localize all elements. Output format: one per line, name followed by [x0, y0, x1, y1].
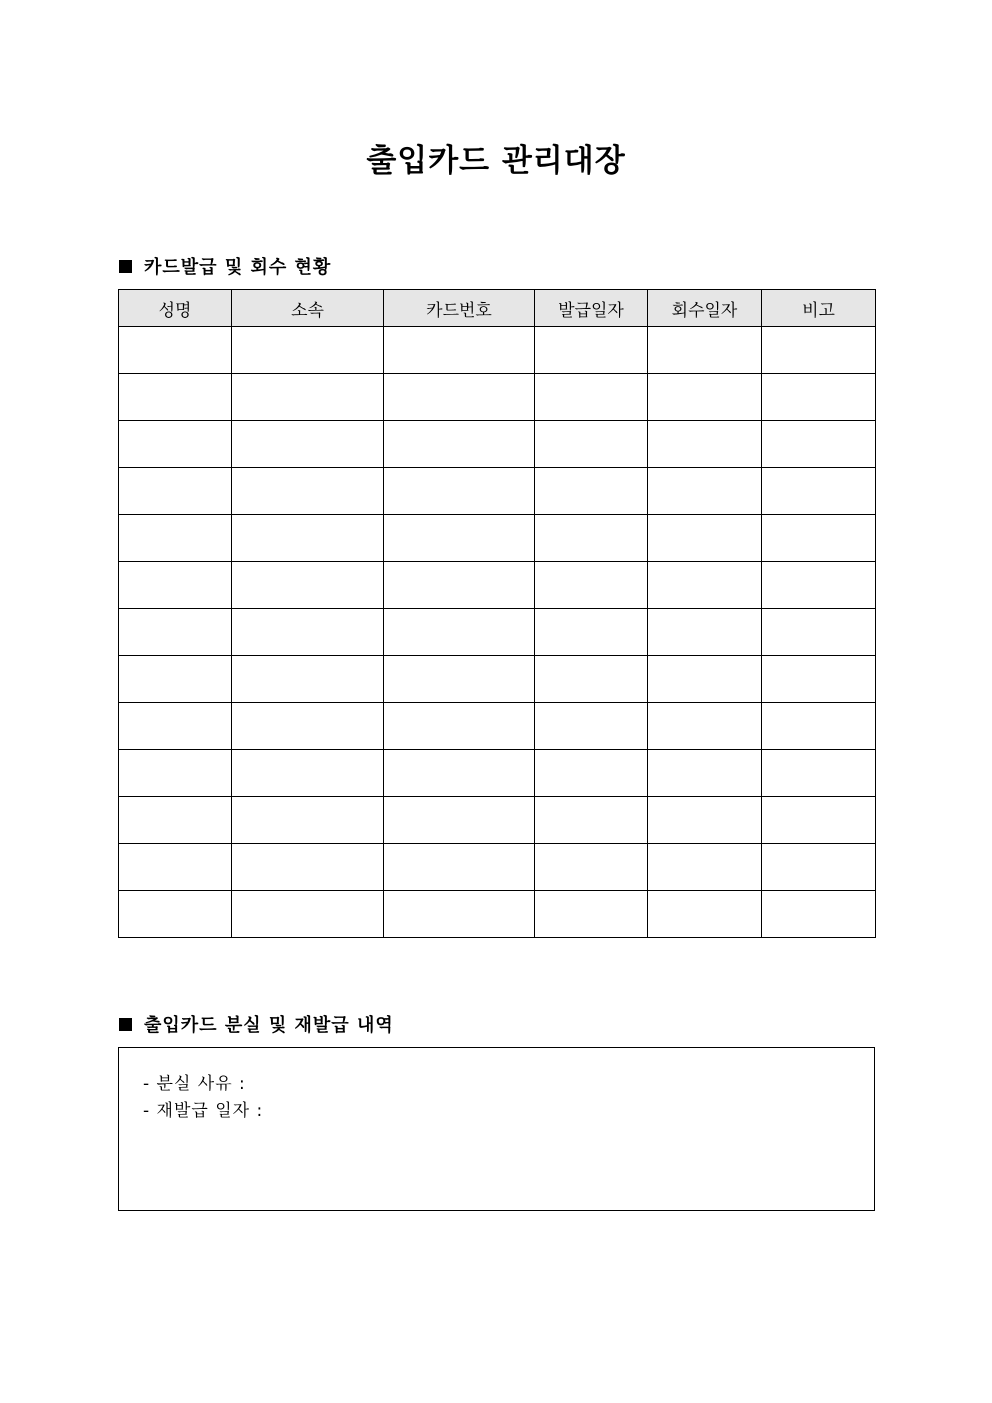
column-header-remarks: 비고 [762, 290, 876, 327]
table-row [119, 656, 876, 703]
table-row [119, 891, 876, 938]
table-cell[interactable] [119, 468, 232, 515]
column-header-issue-date: 발급일자 [535, 290, 648, 327]
table-cell[interactable] [535, 797, 648, 844]
table-cell[interactable] [232, 656, 384, 703]
table-cell[interactable] [384, 609, 535, 656]
table-cell[interactable] [648, 750, 762, 797]
table-cell[interactable] [535, 891, 648, 938]
table-cell[interactable] [384, 421, 535, 468]
table-row [119, 609, 876, 656]
table-cell[interactable] [384, 468, 535, 515]
table-cell[interactable] [648, 562, 762, 609]
table-cell[interactable] [232, 562, 384, 609]
table-cell[interactable] [535, 844, 648, 891]
table-cell[interactable] [648, 797, 762, 844]
table-cell[interactable] [119, 703, 232, 750]
table-cell[interactable] [232, 844, 384, 891]
table-cell[interactable] [762, 891, 876, 938]
table-row [119, 515, 876, 562]
table-cell[interactable] [648, 703, 762, 750]
column-header-return-date: 회수일자 [648, 290, 762, 327]
table-cell[interactable] [648, 374, 762, 421]
square-bullet-icon [119, 1018, 132, 1031]
column-header-affiliation: 소속 [232, 290, 384, 327]
table-cell[interactable] [232, 421, 384, 468]
issue-section-heading [119, 253, 331, 279]
column-header-card-number: 카드번호 [384, 290, 535, 327]
table-cell[interactable] [384, 656, 535, 703]
table-cell[interactable] [232, 327, 384, 374]
table-cell[interactable] [762, 421, 876, 468]
table-cell[interactable] [648, 327, 762, 374]
table-cell[interactable] [762, 374, 876, 421]
table-row [119, 562, 876, 609]
table-cell[interactable] [762, 844, 876, 891]
table-cell[interactable] [535, 374, 648, 421]
loss-reason-line: - 분실 사유 : [143, 1074, 246, 1094]
table-cell[interactable] [384, 515, 535, 562]
table-row [119, 703, 876, 750]
table-cell[interactable] [232, 703, 384, 750]
table-cell[interactable] [232, 515, 384, 562]
table-cell[interactable] [232, 468, 384, 515]
table-cell[interactable] [535, 609, 648, 656]
square-bullet-icon [119, 260, 132, 273]
table-cell[interactable] [232, 891, 384, 938]
table-row [119, 844, 876, 891]
table-cell[interactable] [119, 891, 232, 938]
table-cell[interactable] [119, 421, 232, 468]
table-cell[interactable] [119, 374, 232, 421]
table-row [119, 468, 876, 515]
table-cell[interactable] [384, 844, 535, 891]
table-cell[interactable] [119, 750, 232, 797]
reissue-date-line: - 재발급 일자 : [143, 1101, 264, 1121]
table-cell[interactable] [762, 656, 876, 703]
column-header-name: 성명 [119, 290, 232, 327]
table-cell[interactable] [762, 468, 876, 515]
table-cell[interactable] [762, 327, 876, 374]
table-cell[interactable] [119, 844, 232, 891]
table-cell[interactable] [384, 891, 535, 938]
table-cell[interactable] [648, 515, 762, 562]
table-cell[interactable] [384, 703, 535, 750]
loss-section-heading [119, 1011, 394, 1037]
table-cell[interactable] [762, 562, 876, 609]
issue-section-title: 카드발급 및 회수 현황 [144, 257, 332, 278]
loss-reissue-box [118, 1047, 875, 1211]
table-row [119, 797, 876, 844]
table-cell[interactable] [648, 421, 762, 468]
table-cell[interactable] [119, 797, 232, 844]
table-cell[interactable] [535, 468, 648, 515]
table-cell[interactable] [384, 327, 535, 374]
table-cell[interactable] [119, 609, 232, 656]
table-header-row [119, 290, 876, 327]
issue-return-table [118, 289, 876, 938]
table-row [119, 374, 876, 421]
table-cell[interactable] [232, 374, 384, 421]
table-cell[interactable] [762, 609, 876, 656]
table-cell[interactable] [535, 515, 648, 562]
table-row [119, 327, 876, 374]
table-cell[interactable] [119, 562, 232, 609]
table-cell[interactable] [648, 609, 762, 656]
table-cell[interactable] [384, 374, 535, 421]
table-cell[interactable] [232, 609, 384, 656]
table-row [119, 421, 876, 468]
table-cell[interactable] [762, 515, 876, 562]
table-cell[interactable] [119, 327, 232, 374]
document-title: 출입카드 관리대장 [366, 143, 626, 179]
table-cell[interactable] [232, 797, 384, 844]
table-cell[interactable] [384, 750, 535, 797]
table-body [119, 327, 876, 938]
table-cell[interactable] [648, 468, 762, 515]
table-cell[interactable] [762, 797, 876, 844]
table-cell[interactable] [384, 797, 535, 844]
table-cell[interactable] [762, 703, 876, 750]
table-cell[interactable] [762, 750, 876, 797]
table-cell[interactable] [535, 421, 648, 468]
table-cell[interactable] [384, 562, 535, 609]
table-cell[interactable] [535, 562, 648, 609]
table-cell[interactable] [535, 327, 648, 374]
table-cell[interactable] [232, 750, 384, 797]
table-cell[interactable] [119, 656, 232, 703]
table-cell[interactable] [648, 656, 762, 703]
table-cell[interactable] [648, 844, 762, 891]
table-row [119, 750, 876, 797]
table-cell[interactable] [119, 515, 232, 562]
table-cell[interactable] [648, 891, 762, 938]
loss-section-title: 출입카드 분실 및 재발급 내역 [144, 1015, 394, 1036]
table-cell[interactable] [535, 750, 648, 797]
table-cell[interactable] [535, 703, 648, 750]
table-cell[interactable] [535, 656, 648, 703]
